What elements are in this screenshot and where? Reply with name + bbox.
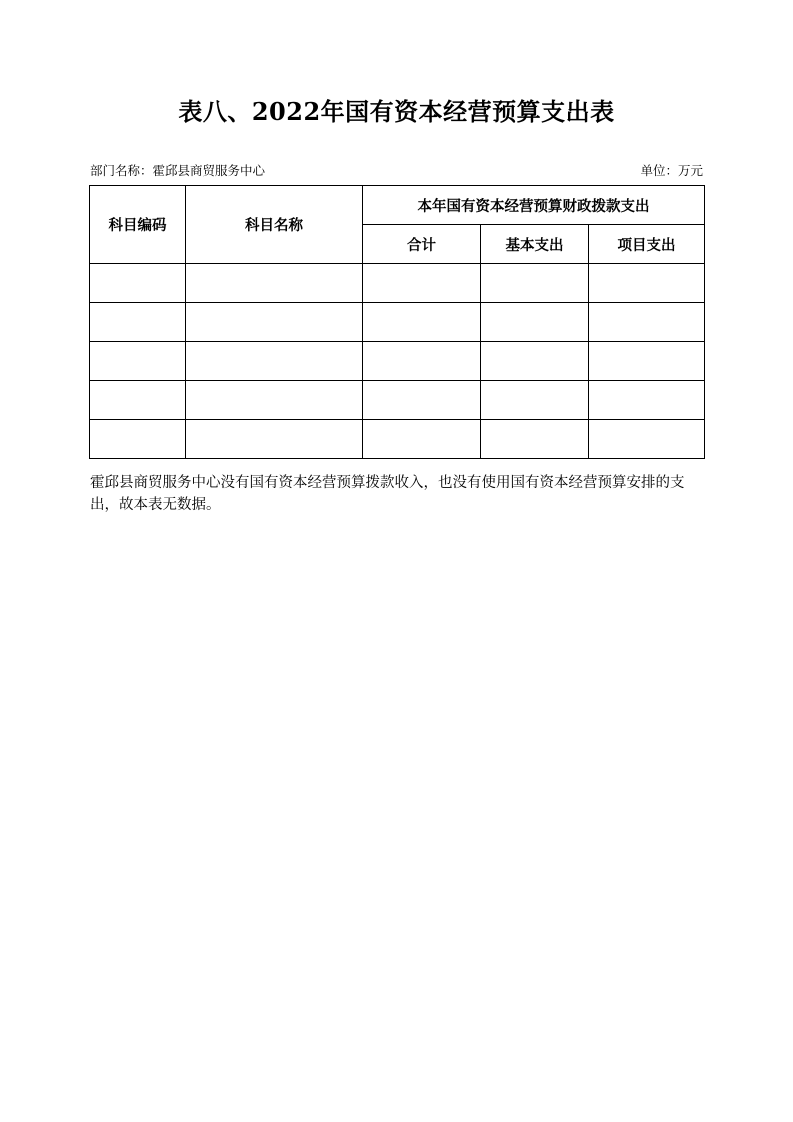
cell-name (186, 381, 363, 420)
unit-label: 单位： (640, 163, 678, 178)
cell-total (363, 420, 481, 459)
header-basic-expense: 基本支出 (481, 225, 589, 264)
department-value: 霍邱县商贸服务中心 (152, 163, 266, 178)
cell-name (186, 420, 363, 459)
cell-basic (481, 342, 589, 381)
cell-code (90, 264, 186, 303)
cell-basic (481, 381, 589, 420)
header-project-expense: 项目支出 (589, 225, 705, 264)
cell-name (186, 342, 363, 381)
header-budget-group: 本年国有资本经营预算财政拨款支出 (363, 186, 705, 225)
meta-row (90, 161, 703, 179)
cell-project (589, 420, 705, 459)
unit-info (640, 161, 703, 179)
cell-total (363, 303, 481, 342)
cell-total (363, 342, 481, 381)
cell-project (589, 381, 705, 420)
table-row (90, 381, 705, 420)
cell-project (589, 342, 705, 381)
department-info (90, 161, 265, 179)
page-title: 表八、2022年国有资本经营预算支出表 (178, 97, 615, 126)
table-row (90, 264, 705, 303)
table-row (90, 420, 705, 459)
explanatory-note: 霍邱县商贸服务中心没有国有资本经营预算拨款收入，也没有使用国有资本经营预算安排的支出，故本表无数据。 (90, 475, 685, 513)
cell-total (363, 381, 481, 420)
department-label: 部门名称： (90, 163, 153, 178)
cell-name (186, 264, 363, 303)
cell-code (90, 420, 186, 459)
table-row (90, 342, 705, 381)
header-subject-name: 科目名称 (186, 186, 363, 264)
header-subject-code: 科目编码 (90, 186, 186, 264)
cell-project (589, 264, 705, 303)
cell-code (90, 303, 186, 342)
cell-name (186, 303, 363, 342)
cell-basic (481, 264, 589, 303)
unit-value: 万元 (677, 163, 703, 178)
cell-basic (481, 420, 589, 459)
budget-table (89, 185, 705, 459)
header-total: 合计 (363, 225, 481, 264)
cell-basic (481, 303, 589, 342)
table-header-row (90, 186, 705, 225)
cell-total (363, 264, 481, 303)
cell-project (589, 303, 705, 342)
table-row (90, 303, 705, 342)
cell-code (90, 381, 186, 420)
cell-code (90, 342, 186, 381)
